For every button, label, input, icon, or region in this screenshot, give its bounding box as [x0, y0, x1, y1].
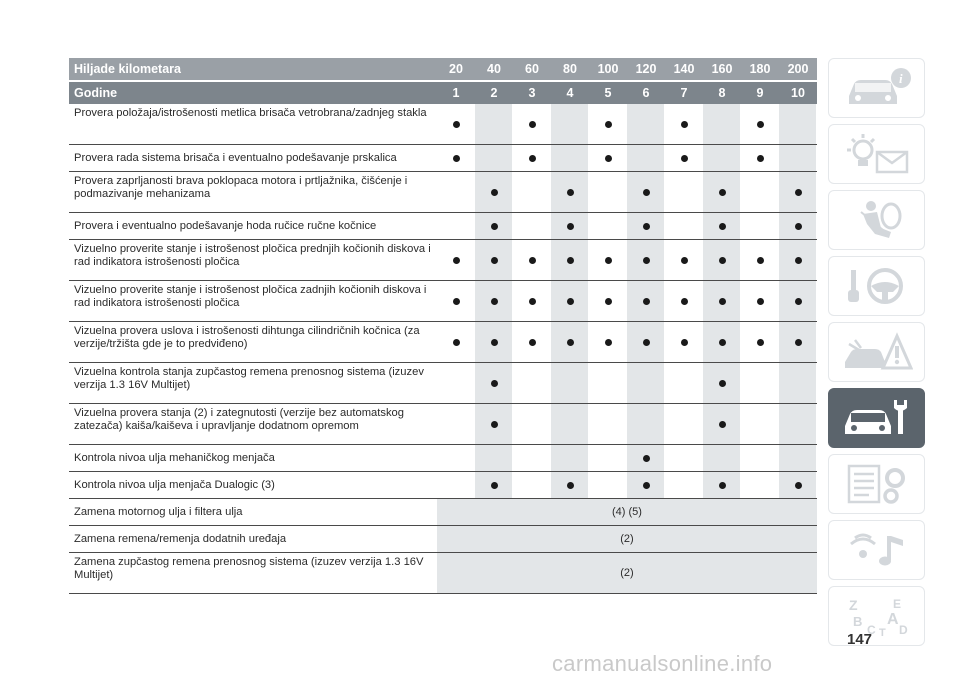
- check-dot: [567, 223, 574, 230]
- page-number: 147: [847, 631, 873, 648]
- svg-text:C: C: [866, 623, 876, 637]
- interval-cell: [589, 172, 627, 212]
- interval-cell: [475, 145, 513, 171]
- check-dot: [719, 380, 726, 387]
- interval-cell: [665, 281, 703, 321]
- header-km-cell: 100: [597, 62, 619, 76]
- interval-cell: [627, 145, 665, 171]
- row-label: Provera zaprljanosti brava poklopaca motora i prtljažnika, čišćenje i podmazivanje mehanizama: [74, 175, 408, 200]
- interval-cell: [665, 145, 703, 171]
- check-dot: [491, 189, 498, 196]
- header-years-cell: 4: [566, 86, 574, 100]
- row-label: Provera i eventualno podešavanje hoda ručice ručne kočnice: [74, 219, 377, 232]
- interval-cell: [551, 472, 589, 498]
- interval-cell: [665, 104, 703, 144]
- check-dot: [453, 257, 460, 264]
- interval-cell: [627, 213, 665, 239]
- interval-cell: [779, 240, 817, 280]
- table-row: [69, 472, 817, 499]
- header-years-cell: 10: [791, 86, 805, 100]
- check-dot: [681, 257, 688, 264]
- interval-cell: [437, 240, 475, 280]
- interval-cell: [513, 145, 551, 171]
- interval-cell: [475, 445, 513, 471]
- check-dot: [719, 482, 726, 489]
- interval-cell: [589, 472, 627, 498]
- interval-cell: [437, 213, 475, 239]
- svg-text:B: B: [852, 614, 862, 629]
- check-dot: [491, 380, 498, 387]
- interval-cell: [779, 322, 817, 362]
- row-cells: [437, 213, 817, 239]
- interval-cell: [589, 213, 627, 239]
- interval-cell: [703, 104, 741, 144]
- header-years-cell: 9: [756, 86, 764, 100]
- interval-cell: [741, 322, 779, 362]
- row-cells: [437, 363, 817, 403]
- interval-cell: [665, 322, 703, 362]
- row-cells: [437, 240, 817, 280]
- check-dot: [491, 339, 498, 346]
- check-dot: [529, 155, 536, 162]
- header-km-cell: 60: [525, 62, 539, 76]
- check-dot: [491, 421, 498, 428]
- check-dot: [453, 298, 460, 305]
- interval-cell: [779, 404, 817, 444]
- header-km-cell: 140: [673, 62, 695, 76]
- interval-cell: [513, 104, 551, 144]
- header-years-label: Godine: [74, 86, 118, 100]
- row-label: Vizuelno proverite stanje i istrošenost pločica prednjih kočionih diskova i rad indikatora istrošenosti pločica: [74, 243, 431, 268]
- check-dot: [719, 189, 726, 196]
- tab-key-steering[interactable]: [828, 256, 925, 316]
- interval-cell: [475, 213, 513, 239]
- check-dot: [757, 121, 764, 128]
- interval-cell: [589, 281, 627, 321]
- check-dot: [719, 339, 726, 346]
- interval-cell: [627, 404, 665, 444]
- header-years-cell: 8: [718, 86, 726, 100]
- interval-cell: [665, 240, 703, 280]
- interval-cell: [703, 404, 741, 444]
- interval-cell: [475, 240, 513, 280]
- interval-cell: [551, 213, 589, 239]
- interval-cell: [627, 322, 665, 362]
- row-label: Vizuelna provera uslova i istrošenosti dihtunga cilindričnih kočnica (za verzije/tržišta gde je to predviđeno): [74, 325, 420, 350]
- header-km-label: Hiljade kilometara: [74, 62, 181, 76]
- header-km-cell: 200: [787, 62, 809, 76]
- check-dot: [643, 257, 650, 264]
- table-row: [69, 104, 817, 145]
- row-label: Vizuelna provera stanja (2) i zategnutosti (verzije bez automatskog zatezača) kaiša/kaiševa i upravljanje dodatnom opremom: [74, 407, 404, 432]
- check-dot: [643, 339, 650, 346]
- check-dot: [719, 223, 726, 230]
- check-dot: [643, 482, 650, 489]
- svg-text:A: A: [886, 611, 899, 628]
- interval-cell: [779, 445, 817, 471]
- tab-emergency[interactable]: [828, 322, 925, 382]
- interval-cell: [513, 404, 551, 444]
- interval-cell: [589, 363, 627, 403]
- interval-cell: [665, 172, 703, 212]
- interval-cell: [627, 104, 665, 144]
- check-dot: [605, 155, 612, 162]
- header-years-cell: 1: [452, 86, 460, 100]
- interval-cell: [741, 445, 779, 471]
- table-row: [69, 213, 817, 240]
- interval-cell: [437, 404, 475, 444]
- warning-lights-icon: [841, 132, 913, 176]
- row-label: Vizuelna kontrola stanja zupčastog remena prenosnog sistema (izuzev verzija 1.3 16V Multijet): [74, 366, 424, 391]
- check-dot: [681, 298, 688, 305]
- interval-cell: [513, 472, 551, 498]
- tab-warning-lights[interactable]: [828, 124, 925, 184]
- svg-text:i: i: [898, 71, 903, 86]
- check-dot: [757, 339, 764, 346]
- emergency-icon: [841, 330, 913, 374]
- check-dot: [567, 482, 574, 489]
- interval-cell: [437, 172, 475, 212]
- maintenance-table: [69, 58, 817, 594]
- row-cells: [437, 322, 817, 362]
- tab-car-maintenance[interactable]: [828, 388, 925, 448]
- svg-text:D: D: [898, 623, 908, 637]
- check-dot: [643, 298, 650, 305]
- interval-cell: [475, 172, 513, 212]
- check-dot: [605, 121, 612, 128]
- tab-car-info[interactable]: [828, 58, 925, 118]
- interval-cell: [589, 322, 627, 362]
- key-steering-wheel-icon: [841, 264, 913, 308]
- interval-cell: [513, 240, 551, 280]
- interval-cell: [665, 363, 703, 403]
- interval-cell: [779, 213, 817, 239]
- row-label: Kontrola nivoa ulja menjača Dualogic (3): [74, 478, 275, 491]
- interval-cell: [513, 363, 551, 403]
- row-cells: [437, 445, 817, 471]
- check-dot: [681, 121, 688, 128]
- tab-multimedia[interactable]: [828, 520, 925, 580]
- interval-cell: [741, 363, 779, 403]
- interval-cell: [627, 240, 665, 280]
- interval-cell: [589, 104, 627, 144]
- header-years-row: [69, 82, 817, 104]
- check-dot: [643, 189, 650, 196]
- row-note: (2): [437, 526, 817, 552]
- interval-cell: [741, 281, 779, 321]
- check-dot: [643, 455, 650, 462]
- interval-cell: [703, 445, 741, 471]
- check-dot: [795, 298, 802, 305]
- row-note: (4) (5): [437, 499, 817, 525]
- car-maintenance-icon: [841, 396, 913, 440]
- interval-cell: [513, 445, 551, 471]
- check-dot: [719, 298, 726, 305]
- row-cells: [437, 472, 817, 498]
- interval-cell: [437, 445, 475, 471]
- interval-cell: [551, 104, 589, 144]
- check-dot: [605, 339, 612, 346]
- row-label: Zamena motornog ulja i filtera ulja: [74, 505, 243, 518]
- interval-cell: [551, 445, 589, 471]
- header-km-cell: 180: [749, 62, 771, 76]
- row-note: (2): [437, 553, 817, 593]
- interval-cell: [779, 145, 817, 171]
- interval-cell: [741, 172, 779, 212]
- interval-cell: [475, 363, 513, 403]
- table-row: [69, 363, 817, 404]
- table-row: [69, 404, 817, 445]
- row-cells: [437, 172, 817, 212]
- interval-cell: [437, 322, 475, 362]
- check-dot: [491, 298, 498, 305]
- interval-cell: [703, 472, 741, 498]
- interval-cell: [589, 404, 627, 444]
- interval-cell: [513, 213, 551, 239]
- interval-cell: [665, 472, 703, 498]
- interval-cell: [513, 172, 551, 212]
- interval-cell: [703, 172, 741, 212]
- check-dot: [529, 298, 536, 305]
- header-km-cell: 20: [449, 62, 463, 76]
- interval-cell: [779, 472, 817, 498]
- header-km-cell: 80: [563, 62, 577, 76]
- interval-cell: [779, 104, 817, 144]
- interval-cell: [589, 240, 627, 280]
- interval-cell: [437, 363, 475, 403]
- interval-cell: [551, 240, 589, 280]
- interval-cell: [551, 172, 589, 212]
- check-dot: [757, 155, 764, 162]
- table-row: [69, 172, 817, 213]
- interval-cell: [627, 363, 665, 403]
- interval-cell: [551, 145, 589, 171]
- check-dot: [567, 298, 574, 305]
- table-row: [69, 281, 817, 322]
- header-km-cell: 160: [711, 62, 733, 76]
- interval-cell: [741, 213, 779, 239]
- table-row: [69, 445, 817, 472]
- interval-cell: [475, 281, 513, 321]
- table-row: [69, 322, 817, 363]
- interval-cell: [627, 445, 665, 471]
- svg-text:E: E: [892, 597, 901, 611]
- table-body: [69, 104, 817, 594]
- airbag-safety-icon: [841, 198, 913, 242]
- check-dot: [529, 339, 536, 346]
- header-years-cell: 3: [528, 86, 536, 100]
- interval-cell: [741, 404, 779, 444]
- interval-cell: [475, 404, 513, 444]
- interval-cell: [551, 322, 589, 362]
- interval-cell: [475, 472, 513, 498]
- interval-cell: [627, 472, 665, 498]
- interval-cell: [741, 240, 779, 280]
- interval-cell: [475, 322, 513, 362]
- interval-cell: [475, 104, 513, 144]
- interval-cell: [703, 240, 741, 280]
- technical-data-icon: [841, 462, 913, 506]
- table-row: [69, 553, 817, 594]
- interval-cell: [551, 281, 589, 321]
- interval-cell: [741, 104, 779, 144]
- tab-technical-data[interactable]: [828, 454, 925, 514]
- interval-cell: [703, 145, 741, 171]
- interval-cell: [665, 445, 703, 471]
- check-dot: [681, 155, 688, 162]
- header-years-cell: 6: [642, 86, 650, 100]
- interval-cell: [627, 281, 665, 321]
- check-dot: [491, 482, 498, 489]
- check-dot: [795, 257, 802, 264]
- interval-cell: [703, 363, 741, 403]
- interval-cell: [703, 281, 741, 321]
- interval-cell: [589, 445, 627, 471]
- interval-cell: [551, 404, 589, 444]
- interval-cell: [551, 363, 589, 403]
- row-cells: [437, 145, 817, 171]
- interval-cell: [589, 145, 627, 171]
- row-label: Kontrola nivoa ulja mehaničkog menjača: [74, 451, 275, 464]
- interval-cell: [437, 472, 475, 498]
- interval-cell: [513, 281, 551, 321]
- row-label: Provera rada sistema brisača i eventualno podešavanje prskalica: [74, 151, 397, 164]
- chapter-sidebar: [828, 58, 925, 652]
- svg-text:Z: Z: [848, 597, 858, 613]
- check-dot: [567, 189, 574, 196]
- check-dot: [605, 298, 612, 305]
- check-dot: [795, 482, 802, 489]
- check-dot: [757, 257, 764, 264]
- interval-cell: [703, 213, 741, 239]
- interval-cell: [779, 363, 817, 403]
- tab-airbag-safety[interactable]: [828, 190, 925, 250]
- check-dot: [719, 421, 726, 428]
- interval-cell: [437, 104, 475, 144]
- car-info-icon: [841, 66, 913, 110]
- check-dot: [491, 223, 498, 230]
- row-label: Zamena zupčastog remena prenosnog sistema (izuzev verzija 1.3 16V Multijet): [74, 556, 424, 581]
- interval-cell: [741, 472, 779, 498]
- check-dot: [719, 257, 726, 264]
- check-dot: [795, 189, 802, 196]
- row-cells: [437, 104, 817, 144]
- interval-cell: [437, 145, 475, 171]
- row-label: Zamena remena/remenja dodatnih uređaja: [74, 532, 287, 545]
- interval-cell: [779, 172, 817, 212]
- interval-cell: [665, 213, 703, 239]
- interval-cell: [513, 322, 551, 362]
- check-dot: [567, 339, 574, 346]
- check-dot: [757, 298, 764, 305]
- tab-index[interactable]: [828, 586, 925, 646]
- watermark: carmanualsonline.info: [552, 651, 773, 676]
- check-dot: [529, 121, 536, 128]
- header-years-cell: 5: [604, 86, 612, 100]
- row-cells: [437, 404, 817, 444]
- interval-cell: [703, 322, 741, 362]
- table-row: [69, 499, 817, 526]
- table-row: [69, 526, 817, 553]
- check-dot: [795, 339, 802, 346]
- check-dot: [605, 257, 612, 264]
- interval-cell: [665, 404, 703, 444]
- row-label: Provera položaja/istrošenosti metlica brisača vetrobrana/zadnjeg stakla: [74, 107, 427, 119]
- header-km-cell: 40: [487, 62, 501, 76]
- check-dot: [491, 257, 498, 264]
- header-years-cell: 7: [680, 86, 688, 100]
- header-years-cell: 2: [490, 86, 498, 100]
- svg-text:T: T: [878, 627, 886, 638]
- row-cells: [437, 281, 817, 321]
- header-km-cell: 120: [635, 62, 657, 76]
- interval-cell: [779, 281, 817, 321]
- check-dot: [453, 155, 460, 162]
- check-dot: [453, 339, 460, 346]
- check-dot: [681, 339, 688, 346]
- check-dot: [643, 223, 650, 230]
- row-label: Vizuelno proverite stanje i istrošenost pločica zadnjih kočionih diskova i rad indikatora istrošenosti pločica: [74, 284, 427, 309]
- header-km-row: [69, 58, 817, 82]
- table-row: [69, 240, 817, 281]
- check-dot: [795, 223, 802, 230]
- interval-cell: [627, 172, 665, 212]
- multimedia-icon: [841, 528, 913, 572]
- check-dot: [567, 257, 574, 264]
- check-dot: [529, 257, 536, 264]
- interval-cell: [741, 145, 779, 171]
- interval-cell: [437, 281, 475, 321]
- check-dot: [453, 121, 460, 128]
- table-row: [69, 145, 817, 172]
